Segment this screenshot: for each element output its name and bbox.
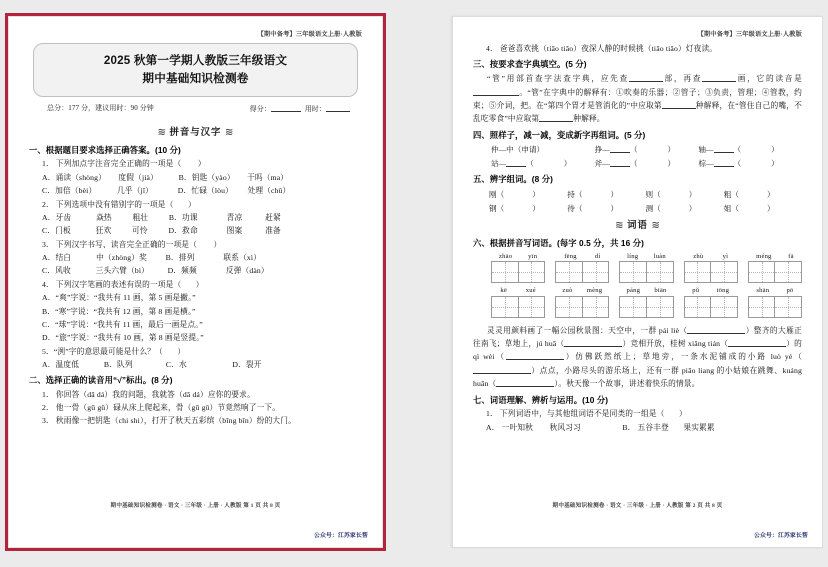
- pinyin-labels-1-2: [555, 253, 609, 260]
- exam-total-points: 总分：177 分，建议用时：90 分钟: [47, 103, 154, 112]
- s6p-blank-4[interactable]: [506, 352, 564, 360]
- pinyin-syllable: pǔ: [692, 287, 700, 295]
- s4-label-2-3: 棕—: [698, 159, 714, 169]
- q4-option-c: C．“球”字说：“我共有 11 画，最后一画是点。”: [42, 320, 203, 330]
- s5-label-1-1: 刚（: [489, 189, 505, 199]
- section7-options: A． 一叶知秋 秋风习习 B． 五谷丰登 果实累累: [486, 422, 715, 432]
- section-1-heading: 一、根据题目要求选择正确答案。(10 分): [29, 144, 181, 155]
- section-4-heading: 四、照样子，减一减，变成新字再组词。(5 分): [473, 130, 646, 141]
- tianzige-cell[interactable]: [582, 297, 609, 317]
- s3-part-4: 种解释，在“管住自己的嘴，不乱吃零食”中应取第: [473, 100, 803, 124]
- tianzige-cell[interactable]: [646, 262, 673, 282]
- tianzige-box[interactable]: [555, 296, 609, 318]
- pinyin-syllable: páng: [626, 287, 641, 295]
- s5-cell-2-3[interactable]: 测（ ）: [645, 203, 697, 213]
- pinyin-labels-1-5: [748, 253, 802, 260]
- section-5-heading: 五、辨字组词。(8 分): [473, 174, 554, 185]
- s6p-part-0: 灵灵用颜料画了一幅公园秋景图：天空中，一群 pái liè（: [487, 325, 688, 335]
- section-3-body: [473, 72, 802, 125]
- pinyin-syllable: kē: [500, 287, 507, 295]
- page-title-line2: 期中基础知识检测卷: [142, 71, 249, 85]
- page-2-footer: 期中基础知识检测卷 · 语文 · 三年级 · 上册 · 人教版 第 2 页 共 8 页: [552, 503, 723, 509]
- tianzige-cell[interactable]: [492, 262, 518, 282]
- section2-item-4: 4． 爸爸喜欢挑（tiāo tiǎo）夜深人静的时候挑（tiāo tiǎo）灯夜读。: [486, 44, 718, 53]
- q2-stem: 2． 下列选项中没有错别字的一项是（ ）: [42, 199, 196, 209]
- pinyin-grid-row-2: [491, 287, 802, 318]
- s3-blank-4[interactable]: [662, 101, 696, 109]
- time-blank[interactable]: [326, 103, 350, 112]
- pinyin-labels-2-1: [491, 287, 545, 294]
- s6p-blank-6[interactable]: [496, 379, 554, 387]
- s5-cell-1-3[interactable]: 则（ ）: [645, 189, 697, 199]
- page-2-watermark: 公众号：江苏家长帮: [754, 533, 808, 539]
- s4-blank-1-2[interactable]: [610, 145, 630, 153]
- tianzige-cell[interactable]: [620, 262, 646, 282]
- tianzige-box[interactable]: [555, 261, 609, 283]
- pinyin-labels-2-2: [555, 287, 609, 294]
- pinyin-syllable: shān: [756, 287, 770, 295]
- s3-part-1: 部，再查: [662, 74, 703, 84]
- pinyin-item-1-3[interactable]: [619, 253, 673, 284]
- tianzige-cell[interactable]: [774, 297, 801, 317]
- pinyin-syllable: zhù: [693, 252, 704, 260]
- s6p-part-3: ）的 qì wèi（: [473, 339, 802, 362]
- tianzige-box[interactable]: [619, 261, 673, 283]
- title-box: [33, 43, 358, 97]
- s3-blank-1[interactable]: [629, 74, 663, 82]
- s5-cell-1-1[interactable]: 刚（ ）: [489, 189, 540, 199]
- q4-option-a: A．“爽”字说：“我共有 11 画，第 5 画是撇。”: [42, 293, 196, 303]
- exam-stamp-page2: 【期中备考】三年级语文上册·人教版: [697, 31, 802, 38]
- q4-stem: 4． 下列汉字笔画的表述有误的一项是（ ）: [42, 279, 204, 289]
- section-6-paragraph: [473, 324, 802, 390]
- s6p-part-1: ）整齐的大雁正往南飞；草地上，jú huā（: [473, 325, 802, 349]
- q5-stem: 5．“洌”字的意思最可能是什么？（ ）: [42, 346, 186, 356]
- s6p-part-4: ）仿佛跃然纸上；草地旁，一条水泥铺成的小路 luò yè（: [563, 352, 802, 362]
- s6p-blank-3[interactable]: [728, 339, 786, 347]
- page-2[interactable]: [452, 16, 823, 548]
- section-3-heading: 三、按要求查字典填空。(5 分): [473, 59, 587, 69]
- s4-blank-2-2[interactable]: [610, 159, 630, 167]
- score-label: 得分：: [249, 104, 271, 113]
- pinyin-syllable: tōng: [716, 287, 730, 295]
- section-divider-ciyu: [473, 217, 802, 231]
- s4-cell-2-2: 斧— （ ）: [594, 159, 676, 169]
- s4-cell-1-2: 挣— （ ）: [594, 145, 676, 155]
- tianzige-cell[interactable]: [710, 262, 737, 282]
- pinyin-labels-2-5: [748, 287, 802, 294]
- tianzige-cell[interactable]: [685, 297, 711, 317]
- q1-stem: 1． 下列加点字注音完全正确的一项是（ ）: [42, 159, 206, 169]
- tianzige-cell[interactable]: [518, 262, 545, 282]
- tianzige-cell[interactable]: [518, 297, 545, 317]
- s6p-part-2: ）竞相开放，桂树 xiāng tián（: [622, 339, 729, 349]
- wave-left-icon: ≋: [157, 126, 166, 138]
- pinyin-syllable: mèng: [586, 287, 603, 295]
- s4-label-1-2: 挣—: [594, 145, 610, 155]
- tianzige-box[interactable]: [684, 296, 738, 318]
- s6p-blank-5[interactable]: [473, 366, 531, 374]
- s6p-part-6: ）。秋天像一个故事，讲述着快乐的情景。: [554, 378, 700, 388]
- pinyin-grid-row-1: [491, 253, 802, 284]
- section-2-heading: 二、选择正确的读音用“√”标出。(8 分): [29, 375, 173, 386]
- s5-label-2-1: 钢（: [489, 203, 505, 213]
- pinyin-item-2-4[interactable]: [684, 287, 738, 318]
- tianzige-cell[interactable]: [685, 262, 711, 282]
- q2-options-line2: C．门板 狂欢 可怜 D．救命 图案 准备: [42, 226, 281, 236]
- pinyin-syllable: dí: [594, 252, 601, 260]
- q5-options-line1: A．温度低 B．队列 C．水 D．裂开: [42, 360, 262, 370]
- pinyin-syllable: zhāo: [498, 252, 513, 260]
- s5-cell-2-4[interactable]: 姐（ ）: [723, 203, 775, 213]
- section-4-row-2: [491, 158, 802, 169]
- pinyin-syllable: fā: [788, 252, 794, 260]
- pinyin-item-1-2[interactable]: [555, 253, 609, 284]
- divider-label-ciyu: 词语: [627, 218, 648, 230]
- meta-spacer: [154, 103, 250, 114]
- exam-score-time: [250, 103, 350, 114]
- q4-option-d: D．“旅”字说：“我共有 10 画，第 8 画是竖提。”: [42, 333, 204, 343]
- s6p-blank-1[interactable]: [687, 326, 745, 334]
- page-1-footer: 期中基础知识检测卷 · 语文 · 三年级 · 上册 · 人教版 第 1 页 共 8 页: [110, 503, 281, 509]
- tianzige-cell[interactable]: [492, 297, 518, 317]
- section7-item-1: 1． 下列词语中，与其他组词语不是同类的一组是（ ）: [486, 409, 687, 419]
- pinyin-syllable: yīn: [528, 252, 538, 260]
- s4-cell-2-3: 棕— （ ）: [698, 159, 779, 169]
- time-label: 用时：: [304, 104, 326, 113]
- pinyin-item-2-5[interactable]: [748, 287, 802, 318]
- wave-left-icon-2: ≋: [615, 219, 624, 231]
- s5-label-1-4: 粗（: [723, 189, 739, 199]
- s4-blank-1-3[interactable]: [714, 145, 734, 153]
- wave-right-icon-2: ≋: [651, 219, 660, 231]
- score-blank[interactable]: [271, 103, 301, 112]
- pinyin-item-2-2[interactable]: [555, 287, 609, 318]
- pinyin-labels-2-4: [684, 287, 738, 294]
- pinyin-syllable: méng: [756, 252, 772, 260]
- q3-options-line1: A．结白 中（zhòng）奖 B．排列 联系（xì）: [42, 253, 262, 263]
- s3-part-0: “管”用部首查字法查字典，应先查: [487, 74, 629, 84]
- section-5-row-1: [489, 189, 802, 200]
- pinyin-syllable: xué: [525, 287, 536, 295]
- s3-part-5: 种解释。: [573, 114, 605, 124]
- q3-options-line2: C．风收 三头六臂（bì） D．频频 反弹（dàn）: [42, 266, 269, 276]
- pinyin-syllable: luàn: [653, 252, 666, 260]
- s5-label-1-2: 持（: [567, 189, 583, 199]
- s6p-part-5: ）点点，小路尽头的游乐场上，还有一群 piāo liang 的小姑娘在跳舞、kuáng huān（: [473, 365, 802, 388]
- s4-label-2-1: 站—: [491, 159, 507, 169]
- s5-cell-1-4[interactable]: 粗（ ）: [723, 189, 775, 199]
- pinyin-labels-2-3: [619, 287, 673, 294]
- s4-cell-2-1: 站— （ ）: [491, 159, 572, 169]
- s5-label-2-2: 待（: [567, 203, 583, 213]
- pinyin-item-2-3[interactable]: [619, 287, 673, 318]
- s4-cell-1-1: [491, 144, 595, 155]
- wave-right-icon: ≋: [225, 126, 234, 138]
- divider-label-pinyin: 拼音与汉字: [169, 125, 222, 137]
- section2-item-3: 3． 秋雨像一把钥匙（chi shi），打开了秋天五彩缤（bīng bīn）纷的大门。: [42, 416, 296, 426]
- s6p-blank-2[interactable]: [564, 339, 622, 347]
- pinyin-item-1-4[interactable]: [684, 253, 738, 284]
- s3-blank-2[interactable]: [702, 74, 736, 82]
- pinyin-item-1-1[interactable]: [491, 253, 545, 284]
- pinyin-labels-1-1: [491, 253, 545, 260]
- pinyin-labels-1-4: [684, 253, 738, 260]
- s5-label-2-4: 姐（: [723, 203, 739, 213]
- tianzige-box[interactable]: [491, 296, 545, 318]
- tianzige-cell[interactable]: [646, 297, 673, 317]
- tianzige-box[interactable]: [619, 296, 673, 318]
- tianzige-cell[interactable]: [582, 262, 609, 282]
- q1-options-line2: C．加倍（bèi） 几乎（jī） D．忙碌（lòu） 处理（chǔ）: [42, 186, 291, 196]
- s5-cell-2-2[interactable]: 待（ ）: [567, 203, 619, 213]
- s3-blank-5[interactable]: [539, 114, 573, 122]
- pinyin-syllable: zuò: [562, 287, 573, 295]
- tianzige-cell[interactable]: [774, 262, 801, 282]
- pinyin-grid-row-1-block: [491, 253, 802, 284]
- s4-label-2-2: 斧—: [594, 159, 610, 169]
- s3-part-3: 。“管”在字典中的解释有：①吹奏的乐器；②管子；③负责，管理；④管教，约束；⑤介词，把。在“第四个胃才是管消化的”中应取第: [473, 87, 802, 110]
- pinyin-syllable: pō: [786, 287, 794, 295]
- section-4-row-1: [491, 144, 802, 155]
- tianzige-cell[interactable]: [556, 262, 582, 282]
- section2-item-2: 2． 他一骨（gū gǔ）碌从床上爬起来，骨（gū gǔ）节竟然响了一下。: [42, 402, 281, 412]
- tianzige-box[interactable]: [684, 261, 738, 283]
- s4-blank-2-3[interactable]: [714, 159, 734, 167]
- tianzige-cell[interactable]: [620, 297, 646, 317]
- q1-options-line1: A．诵读（shòng） 度假（jià） B．钥匙（yào） 干吗（ma）: [42, 172, 289, 182]
- s5-label-1-3: 则（: [645, 189, 661, 199]
- pinyin-labels-1-3: [619, 253, 673, 260]
- page-1-watermark: 公众号：江苏家长帮: [314, 533, 368, 539]
- pinyin-syllable: líng: [627, 252, 639, 260]
- pinyin-grid-row-2-block: [491, 287, 802, 318]
- exam-meta-row: [47, 103, 350, 114]
- s5-cell-2-1[interactable]: 钢（ ）: [489, 203, 540, 213]
- tianzige-cell[interactable]: [556, 297, 582, 317]
- tianzige-box[interactable]: [491, 261, 545, 283]
- pinyin-item-1-5[interactable]: [748, 253, 802, 284]
- q2-options-line1: A．牙齿 焱热 粗壮 B．功课 青凉 赶紧: [42, 212, 281, 222]
- s5-label-2-3: 测（: [645, 203, 661, 213]
- pinyin-item-2-1[interactable]: [491, 287, 545, 318]
- section-5-row-2: [489, 203, 802, 214]
- section-7-heading: 七、词语理解、辨析与运用。(10 分): [473, 395, 609, 406]
- s4-label-1-3: 轴—: [698, 145, 714, 155]
- tianzige-box[interactable]: [748, 296, 802, 318]
- q3-stem: 3． 下列汉字书写、读音完全正确的一项是（ ）: [42, 239, 222, 249]
- s3-part-2: 画，它的读音是: [736, 74, 802, 84]
- pinyin-syllable: biān: [654, 287, 667, 295]
- pinyin-syllable: yì: [722, 252, 729, 260]
- exam-stamp: 【期中备考】三年级语文上册·人教版: [257, 31, 362, 38]
- s5-cell-1-2[interactable]: 持（ ）: [567, 189, 619, 199]
- tianzige-cell[interactable]: [749, 297, 775, 317]
- tianzige-box[interactable]: [748, 261, 802, 283]
- s3-blank-3[interactable]: [473, 88, 519, 96]
- page-title-line1: 2025 秋第一学期人教版三年级语文: [103, 54, 288, 67]
- s4-cell-1-3: 轴— （ ）: [698, 145, 779, 155]
- page-1[interactable]: [8, 16, 383, 548]
- tianzige-cell[interactable]: [749, 262, 775, 282]
- section2-item-1: 1． 你回答（dā dá）我的问题，我就答（dā dá）应你的要求。: [42, 389, 255, 399]
- tianzige-cell[interactable]: [710, 297, 737, 317]
- pinyin-syllable: fēng: [564, 252, 577, 260]
- section-6-heading: 六、根据拼音写词语。(每字 0.5 分，共 16 分): [473, 237, 644, 248]
- q4-option-b: B．“寒”字说：“我共有 12 画，第 8 画是横。”: [42, 306, 196, 316]
- s4-blank-2-1[interactable]: [506, 159, 526, 167]
- s4-example: 仲—中（申请）: [491, 145, 545, 155]
- section-divider-pinyin: [29, 124, 362, 138]
